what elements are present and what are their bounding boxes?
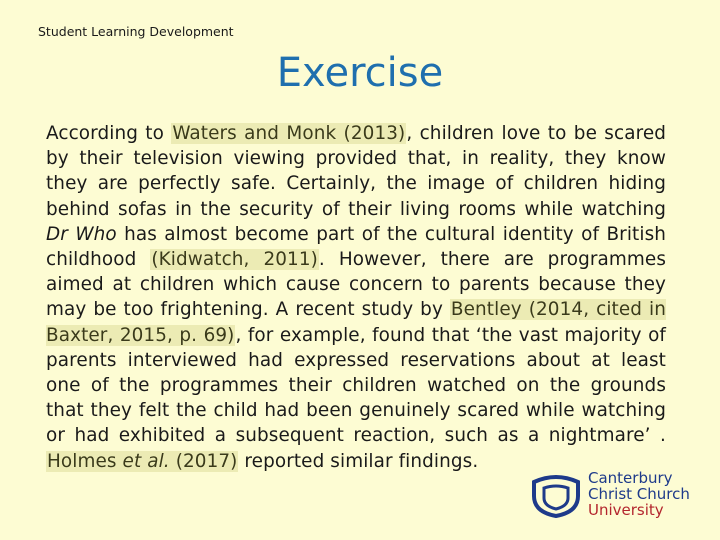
citation-holmes (46, 451, 238, 472)
university-logo (528, 470, 698, 522)
text-segment: . However, there are programmes aimed at children which cause concern to parents because they may be too frightening. A recent study by (46, 249, 666, 321)
logo-line-3: University (588, 501, 664, 519)
text-segment: , children love to be scared by their television viewing provided that, in reality, they know they are perfectly safe. Certainly, the image of children hiding behind sofas in the security of their living rooms while watching (46, 123, 667, 220)
slide-title: Exercise (276, 50, 444, 96)
programme-title: Dr Who (46, 223, 117, 245)
logo-line-1: Canterbury (588, 469, 673, 487)
text-segment: According to (46, 123, 172, 144)
logo-line-2: Christ Church (588, 485, 690, 503)
text-segment: has almost become part of the cultural identity of British childhood (46, 223, 667, 271)
citation-author: Holmes (47, 450, 123, 472)
text-segment: reported similar findings. (238, 450, 479, 472)
citation-et-al: et al. (122, 450, 170, 472)
citation-bentley: Bentley (2014, cited in Baxter, 2015, p. 69) (46, 299, 666, 346)
header-label: Student Learning Development (38, 24, 234, 39)
university-crest-icon (528, 474, 584, 518)
citation-waters-monk: Waters and Monk (2013) (172, 123, 406, 144)
citation-year: (2017) (169, 450, 238, 472)
citation-kidwatch: (Kidwatch, 2011) (151, 249, 318, 271)
body-paragraph (46, 121, 666, 474)
text-segment: , for example, found that ‘the vast majority of parents interviewed had expressed reservations about at least one of the programmes their children watched on the grounds that they felt the child had been genuinely scared while watching or had exhibited a subsequent reaction, such as a nightmare’ . (46, 324, 667, 447)
